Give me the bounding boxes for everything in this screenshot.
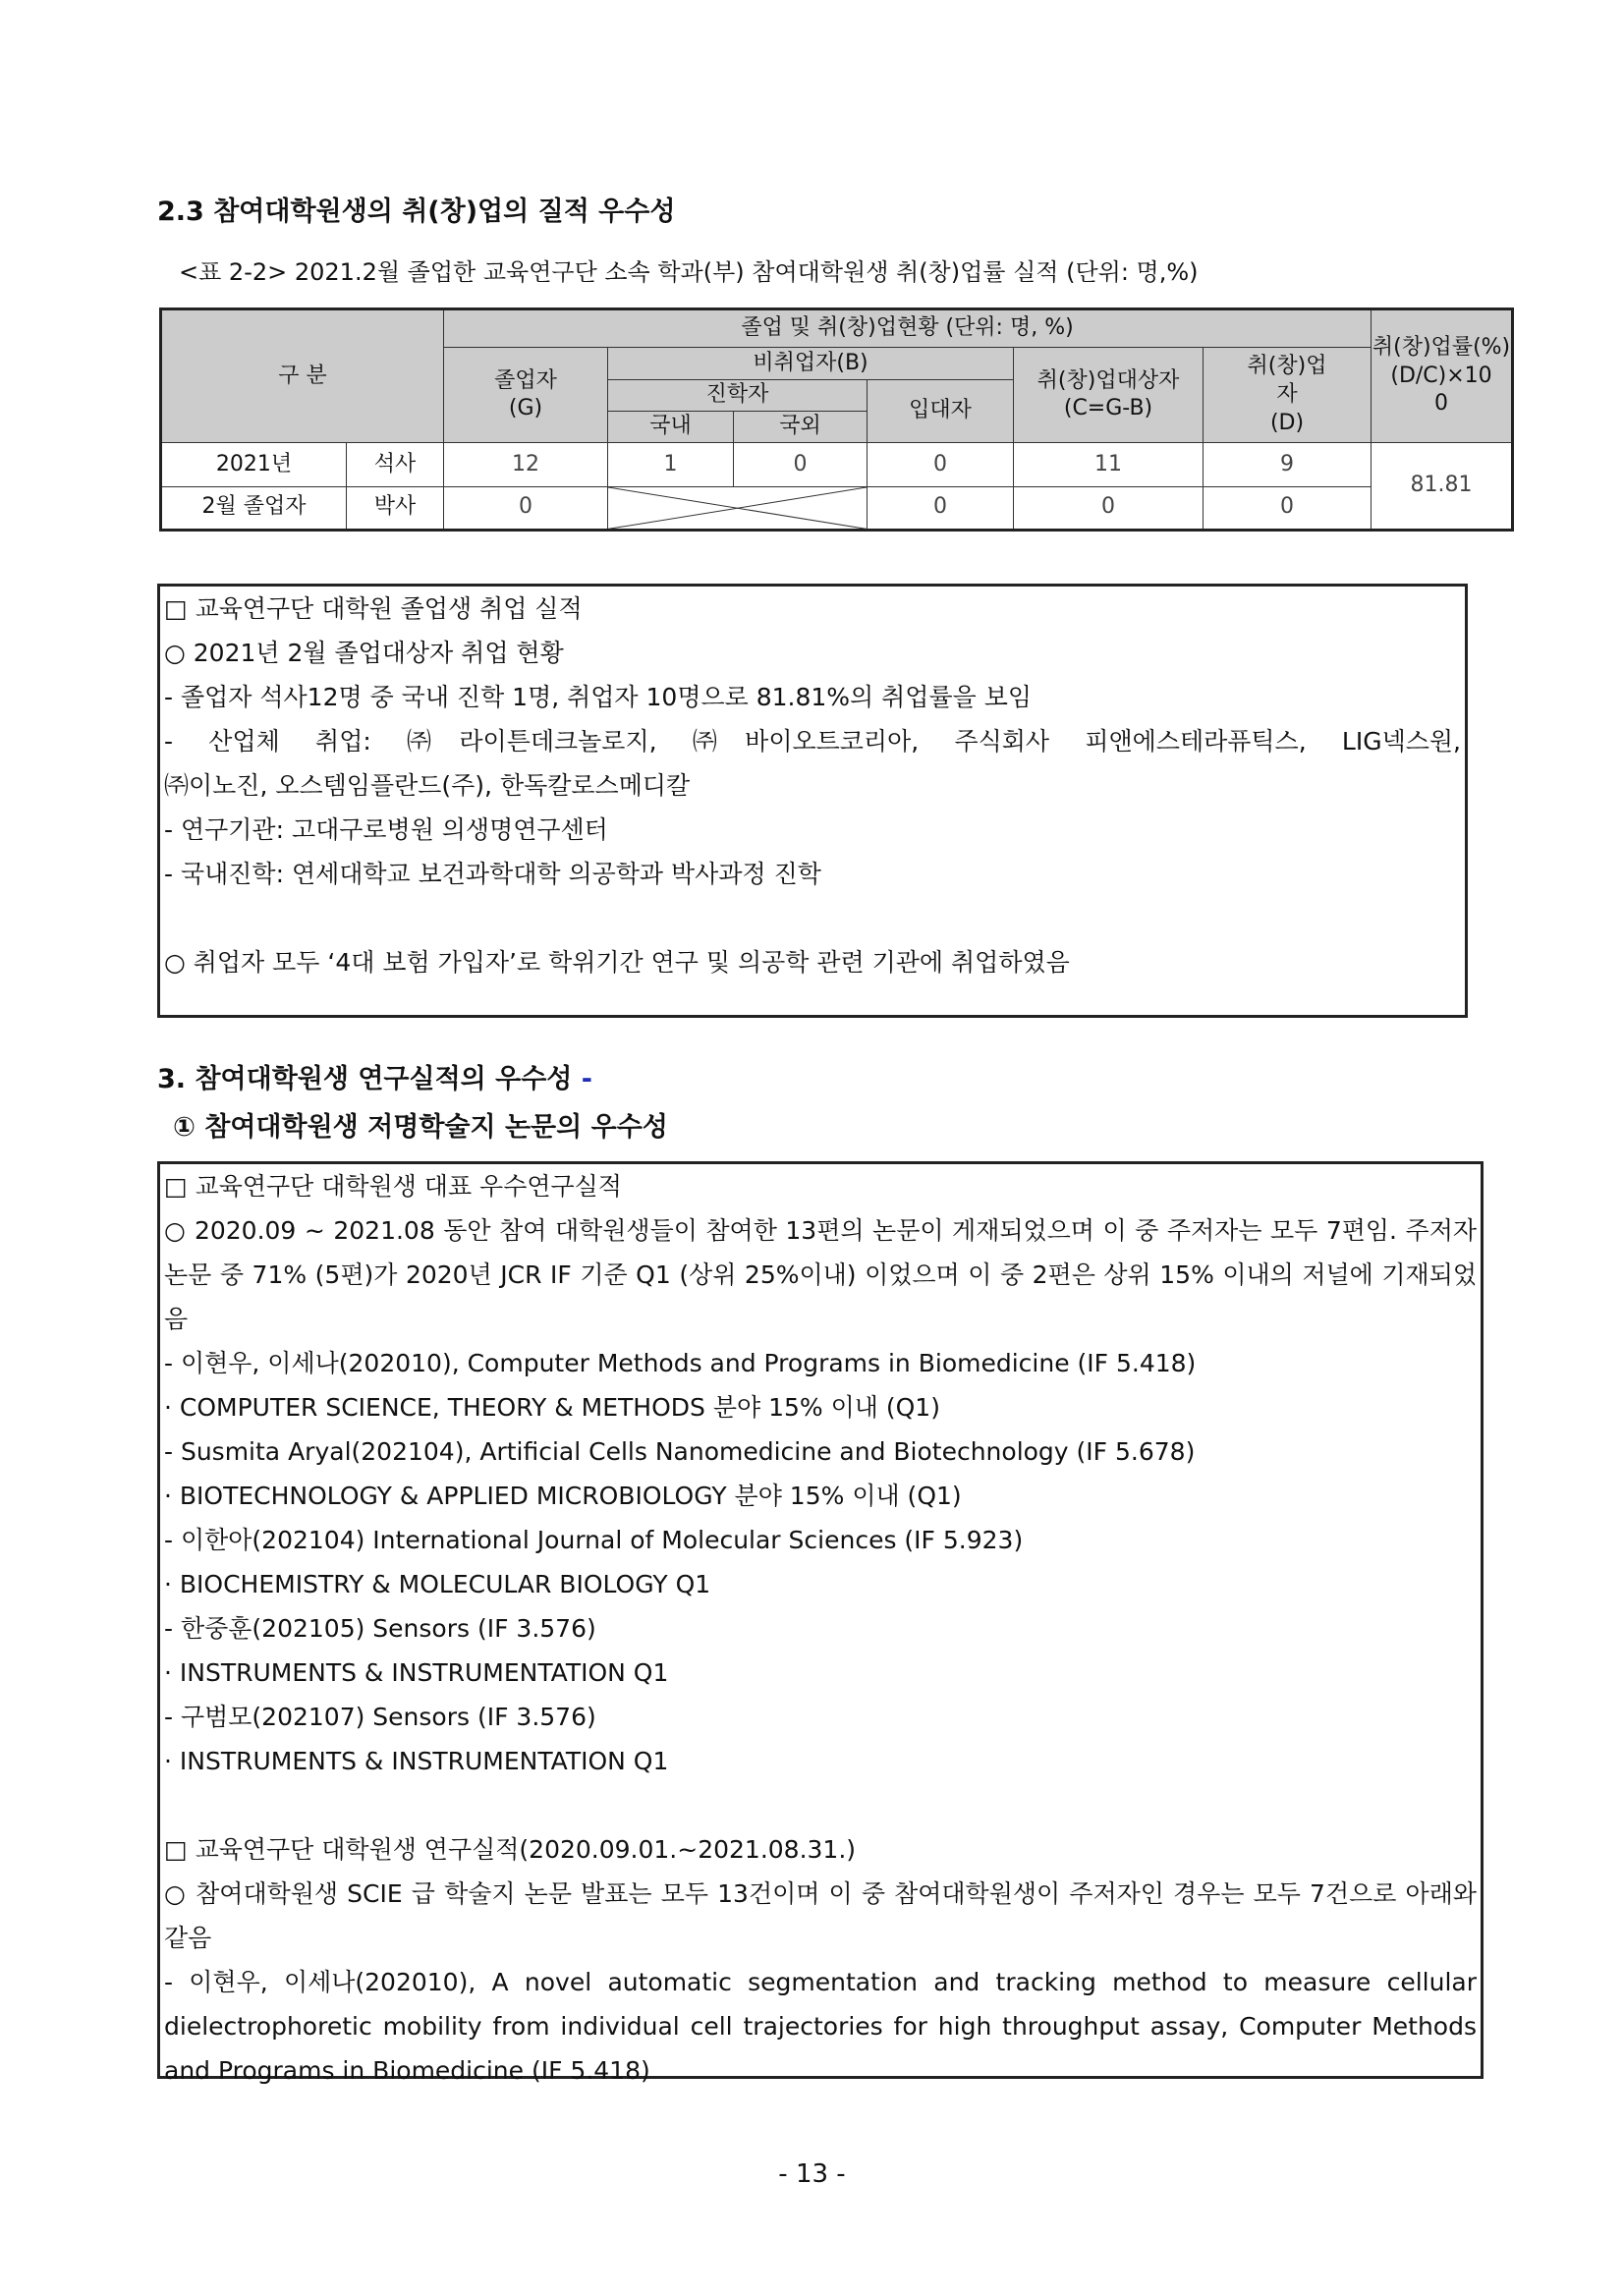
research-record-title: □ 교육연구단 대학원생 연구실적(2020.09.01.~2021.08.31.) bbox=[164, 1835, 857, 1864]
research-institute-line: - 연구기관: 고대구로병원 의생명연구센터 bbox=[164, 815, 608, 844]
cell-employed-masters: 9 bbox=[1204, 443, 1372, 486]
row-degree-doctoral: 박사 bbox=[347, 486, 444, 530]
row-degree-masters: 석사 bbox=[347, 443, 444, 486]
blank-line bbox=[164, 1783, 1477, 1827]
header-domestic: 국내 bbox=[608, 411, 734, 442]
paper-category: · INSTRUMENTS & INSTRUMENTATION Q1 bbox=[164, 1747, 669, 1775]
cell-graduates-masters: 12 bbox=[444, 443, 608, 486]
heading-dash: - bbox=[581, 1064, 593, 1094]
cell-target-masters: 11 bbox=[1014, 443, 1204, 486]
employment-summary-line: - 졸업자 석사12명 중 국내 진학 1명, 취업자 10명으로 81.81%의 취업률을 보임 bbox=[164, 683, 1032, 711]
cell-employment-rate: 81.81 bbox=[1372, 443, 1513, 531]
header-employment-target: 취(창)업대상자 (C=G-B) bbox=[1014, 348, 1204, 443]
header-non-employed: 비취업자(B) bbox=[608, 348, 1014, 379]
header-graduates: 졸업자 (G) bbox=[444, 348, 608, 443]
blank-line bbox=[164, 896, 1461, 940]
header-group: 졸업 및 취(창)업현황 (단위: 명, %) bbox=[444, 309, 1372, 348]
scie-summary-paragraph: ○ 참여대학원생 SCIE 급 학술지 논문 발표는 모두 13건이며 이 중 참여대학원생이 주저자인 경우는 모두 7건으로 아래와 같음 bbox=[164, 1879, 1477, 1952]
paper-category: · BIOCHEMISTRY & MOLECULAR BIOLOGY Q1 bbox=[164, 1570, 711, 1598]
industry-employment-line: - 산업체 취업: ㈜라이튼데크놀로지, ㈜바이오트코리아, 주식회사 피앤에스테라퓨틱스, LIG넥스원, bbox=[164, 727, 1461, 756]
section-3-heading-text: 3. 참여대학원생 연구실적의 우수성 bbox=[157, 1064, 573, 1094]
paper-item: - 이현우, 이세나(202010), Computer Methods and Programs in Biomedicine (IF 5.418) bbox=[164, 1349, 1197, 1377]
cell-military-masters: 0 bbox=[868, 443, 1014, 486]
cell-target-doctoral: 0 bbox=[1014, 486, 1204, 530]
header-employed: 취(창)업 자 (D) bbox=[1204, 348, 1372, 443]
section-3-subheading: ① 참여대학원생 저명학술지 논문의 우수성 bbox=[173, 1112, 668, 1143]
paper-item: - 구범모(202107) Sensors (IF 3.576) bbox=[164, 1703, 596, 1731]
first-author-paper: - 이현우, 이세나(202010), A novel automatic segmentation and tracking method to measure cellular dielectrophoretic mobility from individual cell trajectories for high throughput assay, Computer Methods and Programs in Biomedicine (IF 5.418) bbox=[164, 1968, 1477, 2085]
cell-graduates-doctoral: 0 bbox=[444, 486, 608, 530]
cell-domestic-masters: 1 bbox=[608, 443, 734, 486]
domestic-study-line: - 국내진학: 연세대학교 보건과학대학 의공학과 박사과정 진학 bbox=[164, 860, 821, 888]
research-results-box bbox=[157, 1161, 1484, 2085]
paper-category: · BIOTECHNOLOGY & APPLIED MICROBIOLOGY 분야 15% 이내 (Q1) bbox=[164, 1482, 962, 1510]
cell-abroad-masters: 0 bbox=[734, 443, 868, 486]
header-abroad: 국외 bbox=[734, 411, 868, 442]
research-summary-paragraph: ○ 2020.09 ~ 2021.08 동안 참여 대학원생들이 참여한 13편의 논문이 게재되었으며 이 중 주저자는 모두 7편임. 주저자 논문 중 71% (5편)가 2020년 JCR IF 기준 Q1 (상위 25%이내) 이었으며 이 중 2편은 상위 15% 이내의 저널에 기재되었음 bbox=[164, 1216, 1477, 1333]
paper-item: - 이한아(202104) International Journal of Molecular Sciences (IF 5.923) bbox=[164, 1526, 1024, 1554]
header-military: 입대자 bbox=[868, 379, 1014, 443]
insurance-note-line: ○ 취업자 모두 ‘4대 보험 가입자’로 학위기간 연구 및 의공학 관련 기관에 취업하였음 bbox=[164, 948, 1070, 977]
cell-military-doctoral: 0 bbox=[868, 486, 1014, 530]
row-year-label-2: 2월 졸업자 bbox=[161, 486, 347, 530]
row-year-label: 2021년 bbox=[161, 443, 347, 486]
section-heading-2-3: 2.3 참여대학원생의 취(창)업의 질적 우수성 bbox=[157, 196, 676, 227]
employment-rate-table bbox=[159, 308, 1514, 532]
section-3-heading bbox=[157, 1057, 592, 1095]
header-category: 구 분 bbox=[161, 309, 444, 443]
header-further-study: 진학자 bbox=[608, 379, 868, 411]
paper-category: · COMPUTER SCIENCE, THEORY & METHODS 분야 15% 이내 (Q1) bbox=[164, 1393, 940, 1422]
paper-category: · INSTRUMENTS & INSTRUMENTATION Q1 bbox=[164, 1658, 669, 1687]
employment-status-heading: ○ 2021년 2월 졸업대상자 취업 현황 bbox=[164, 639, 564, 667]
paper-item: - Susmita Aryal(202104), Artificial Cells Nanomedicine and Biotechnology (IF 5.678) bbox=[164, 1437, 1196, 1466]
cell-employed-doctoral: 0 bbox=[1204, 486, 1372, 530]
employment-box-title: □ 교육연구단 대학원 졸업생 취업 실적 bbox=[164, 594, 583, 623]
cross-out-lines bbox=[608, 487, 867, 529]
employment-results-box bbox=[157, 584, 1468, 1018]
table-caption: <표 2-2> 2021.2월 졸업한 교육연구단 소속 학과(부) 참여대학원생 취(창)업률 실적 (단위: 명,%) bbox=[179, 258, 1199, 286]
industry-employment-line-cont: ㈜이노진, 오스템임플란드(주), 한독칼로스메디칼 bbox=[164, 771, 691, 800]
cell-further-study-crossed-out bbox=[608, 486, 868, 530]
paper-item: - 한중훈(202105) Sensors (IF 3.576) bbox=[164, 1614, 596, 1643]
research-box-title: □ 교육연구단 대학원생 대표 우수연구실적 bbox=[164, 1172, 622, 1201]
header-rate: 취(창)업률(%) (D/C)×10 0 bbox=[1372, 309, 1513, 443]
page-number: - 13 - bbox=[778, 2159, 846, 2189]
